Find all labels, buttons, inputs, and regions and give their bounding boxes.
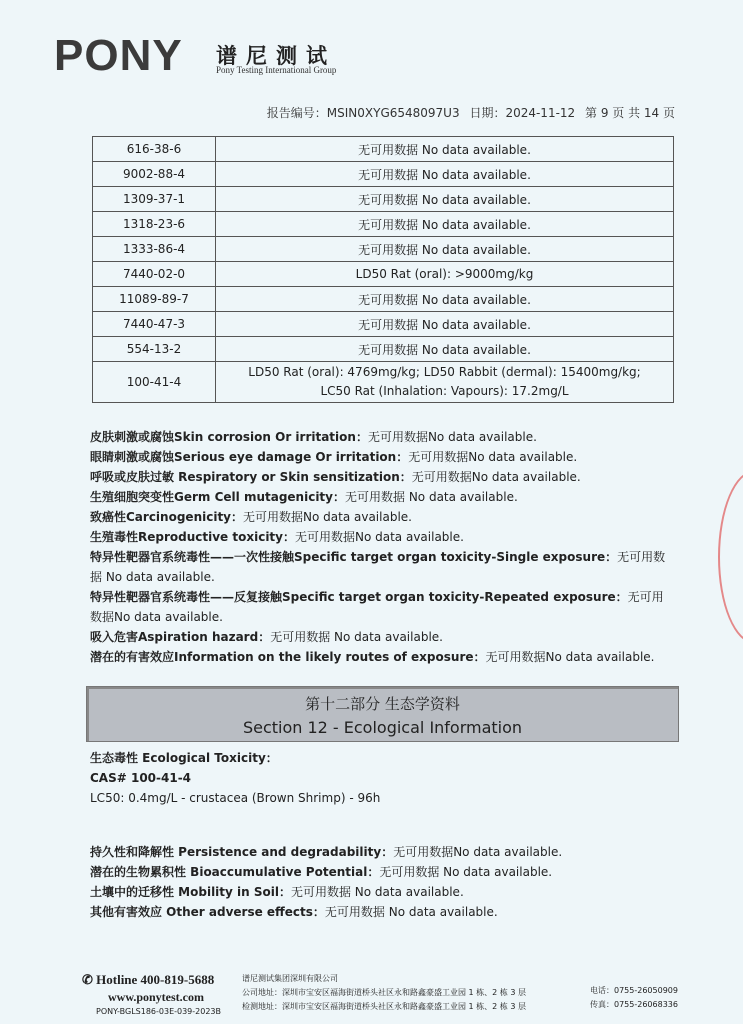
table-row: [93, 187, 674, 212]
report-date: 日期：2024-11-12: [469, 106, 576, 120]
fax: 传真：0755-26068336: [590, 1000, 678, 1009]
hazard-item: 眼睛刺激或腐蚀Serious eye damage Or irritation：无可用数据No data available.: [90, 450, 578, 464]
hazard-item: 特异性靶器官系统毒性——反复接触Specific target organ toxicity-Repeated exposure：无可用数据No data available.: [90, 590, 664, 624]
eco-item: 持久性和降解性 Persistence and degradability：无可用数据No data available.: [90, 845, 563, 859]
value-cell: [216, 362, 674, 403]
value-cell: 无可用数据 No data available.: [216, 237, 674, 262]
value-cell: 无可用数据 No data available.: [216, 187, 674, 212]
hazard-item: 吸入危害Aspiration hazard：无可用数据 No data available.: [90, 630, 443, 644]
value-cell: 无可用数据 No data available.: [216, 337, 674, 362]
table-row: [93, 312, 674, 337]
phone: 电话：0755-26050909: [590, 986, 678, 995]
hazard-item: 潜在的有害效应Information on the likely routes of exposure：无可用数据No data available.: [90, 650, 655, 664]
cas-cell: 7440-02-0: [93, 262, 216, 287]
cas-cell: 100-41-4: [93, 362, 216, 403]
section-12-header: [86, 686, 679, 742]
hazard-list: [90, 427, 675, 667]
table-row: [93, 362, 674, 403]
table-row: [93, 162, 674, 187]
cas-cell: 9002-88-4: [93, 162, 216, 187]
value-line-2: LC50 Rat (Inhalation: Vapours): 17.2mg/L: [320, 384, 569, 398]
cas-cell: 1333-86-4: [93, 237, 216, 262]
table-row: [93, 212, 674, 237]
hazard-item: 呼吸或皮肤过敏 Respiratory or Skin sensitization：无可用数据No data available.: [90, 470, 581, 484]
eco-item: 潜在的生物累积性 Bioaccumulative Potential：无可用数据 No data available.: [90, 865, 553, 879]
eco-item: 其他有害效应 Other adverse effects：无可用数据 No data available.: [90, 905, 498, 919]
value-cell: 无可用数据 No data available.: [216, 212, 674, 237]
eco-item: 土壤中的迁移性 Mobility in Soil：无可用数据 No data available.: [90, 885, 464, 899]
logo-text: PONY: [54, 31, 183, 80]
doc-code: PONY-BGLS186-03E-039-2023B: [96, 1007, 222, 1016]
table-row: [93, 337, 674, 362]
hazard-item: 致癌性Carcinogenicity：无可用数据No data available.: [90, 510, 412, 524]
table-row: [93, 262, 674, 287]
report-info: [261, 104, 675, 121]
cas-cell: 11089-89-7: [93, 287, 216, 312]
eco-tox-label: 生态毒性 Ecological Toxicity：: [90, 751, 278, 765]
section-title-en: Section 12 - Ecological Information: [242, 718, 523, 737]
company-name-en: Pony Testing International Group: [216, 65, 337, 75]
page-number: 第 9 页 共 14 页: [585, 106, 675, 120]
hotline: ✆ Hotline 400-819-5688: [82, 972, 215, 987]
group-name: 谱尼测试集团深圳有限公司: [242, 974, 338, 983]
cas-cell: 554-13-2: [93, 337, 216, 362]
value-cell: LD50 Rat (oral): >9000mg/kg: [216, 262, 674, 287]
table-row: [93, 287, 674, 312]
contact-block: [590, 984, 678, 1012]
red-stamp: [718, 470, 743, 644]
eco-cas: CAS# 100-41-4: [90, 771, 192, 785]
table-row: [93, 137, 674, 162]
ecological-info: [90, 748, 675, 922]
eco-lc50: LC50: 0.4mg/L - crustacea (Brown Shrimp) - 96h: [90, 791, 381, 805]
hazard-item: 生殖细胞突变性Germ Cell mutagenicity：无可用数据 No data available.: [90, 490, 518, 504]
hazard-item: 生殖毒性Reproductive toxicity：无可用数据No data available.: [90, 530, 464, 544]
value-cell: 无可用数据 No data available.: [216, 287, 674, 312]
cas-cell: 1318-23-6: [93, 212, 216, 237]
value-line-1: LD50 Rat (oral): 4769mg/kg; LD50 Rabbit (dermal): 15400mg/kg;: [248, 365, 641, 379]
page-footer: [0, 970, 743, 1024]
lab-address: 检测地址：深圳市宝安区福海街道桥头社区永和路鑫豪盛工业园 1 栋、2 栋 3 层: [242, 1002, 526, 1011]
report-number: 报告编号：MSIN0XYG6548097U3: [266, 106, 460, 120]
cas-cell: 616-38-6: [93, 137, 216, 162]
value-cell: 无可用数据 No data available.: [216, 162, 674, 187]
cas-cell: 1309-37-1: [93, 187, 216, 212]
cas-cell: 7440-47-3: [93, 312, 216, 337]
hazard-item: 皮肤刺激或腐蚀Skin corrosion Or irritation：无可用数据No data available.: [90, 430, 537, 444]
company-name-cn: 谱尼测试: [216, 44, 336, 68]
company-address: 公司地址：深圳市宝安区福海街道桥头社区永和路鑫豪盛工业园 1 栋、2 栋 3 层: [242, 988, 526, 997]
value-cell: 无可用数据 No data available.: [216, 312, 674, 337]
table-row: [93, 237, 674, 262]
website-link[interactable]: www.ponytest.com: [108, 990, 204, 1004]
address-block: [242, 972, 526, 1014]
hazard-item: 特异性靶器官系统毒性——一次性接触Specific target organ toxicity-Single exposure：无可用数据 No data available.: [90, 550, 666, 584]
section-title-cn: 第十二部分 生态学资料: [305, 695, 460, 713]
value-cell: 无可用数据 No data available.: [216, 137, 674, 162]
toxicity-table: [92, 136, 674, 403]
company-logo: [54, 31, 183, 80]
